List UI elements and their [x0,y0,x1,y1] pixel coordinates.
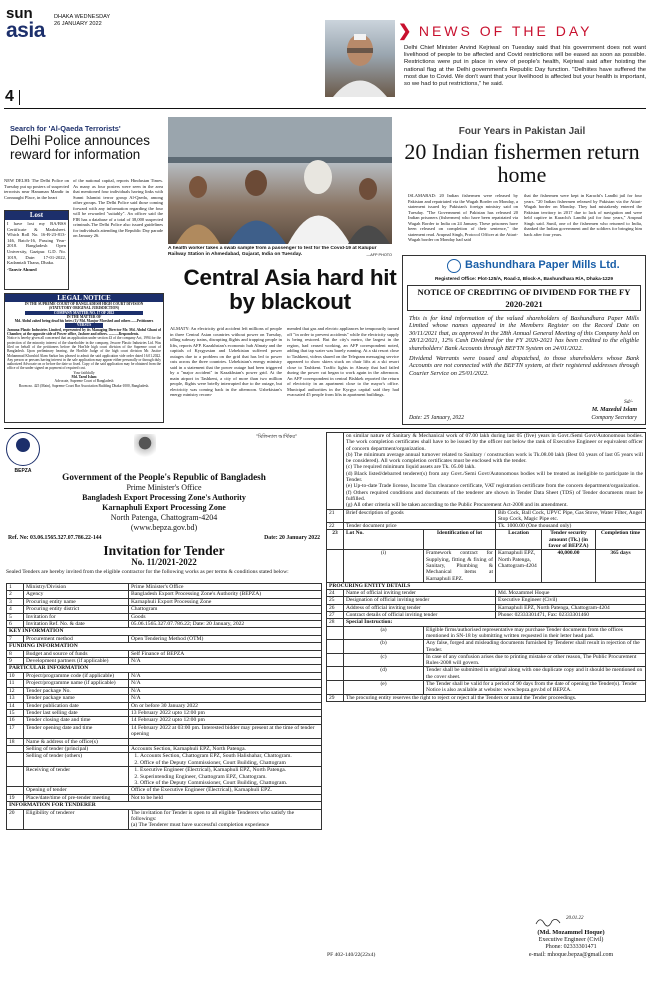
legal-sign-address: Room no. 425 (Main), Supreme Court Bar Association Building Dhaka-1000, Bangladesh. [18,383,150,388]
legal-notice [4,293,164,423]
instruction-text: Any false, forged and misleading documents furnished by Tenderer shall result in rejection of the Tender. [424,640,646,654]
legal-respondents: Jamuna Plastic Industries Limited, represented by its Managing Director Mr. Md. Abdul Ghani of Chamber, at the opposite side of Power office, Jashore and others. ...........Respondents. [7,327,161,337]
tender-title: Invitation for Tender [103,543,225,558]
instruction-letter: (a) [344,626,424,640]
special-instruction-row [327,667,646,681]
row-label: Procurement method [24,635,129,642]
bashundhara-notice-title: NOTICE OF CREDITING OF DIVIDEND FOR THE FY 2020-2021 [407,285,641,311]
tender-pmo: Prime Minister's Office [126,483,202,492]
row-label: Tender package No. [24,687,129,694]
eligibility-b: (b) The minimum average annual turnover related to Sanitary / construction work is Tk.08.00 lakh (Best 03 years of last 05 years will be considered). All work completion certificates must be enclosed with the tender. [346,451,643,465]
central-asia-col2: mended that gas and electric appliances be temporarily turned off "in order to prevent accidents" while the electricity supply is being restored. But the city's metro, the largest in the region, had ceased working, an AFP correspondent noted, adding that tap water was barely running. At a ski resort close to Tashkent, videos shared on the Telegram messaging service appeared to show skiers stuck on chair lifts at a ski resort close to Tashkent. Traffic lights in Almaty that had failed during the power cut began to work again in the afternoon. An AFP correspondent in central Bishkek reported the return of electricity in an apartment close to the mayor's office. Municipal authorities in the Kyrgyz capital said they had evacuated 45 people from lifts in apartment buildings. [287,326,399,397]
legal-matter-no: COMPANY MATTER NO. 17 OF 2022 [25,311,143,315]
row-number: 15 [7,709,24,716]
tender-intro: Sealed Tenders are hereby invited from the eligible contractor for the following works as per terms & conditions stated below: [6,569,289,575]
tender-number: No. 11/2021-2022 [131,557,197,567]
news-of-the-day-title: NEWS OF THE DAY [418,23,593,39]
special-instruction-row [327,680,646,694]
row-number: 18 [7,738,24,745]
fishermen-kicker: Four Years in Pakistan Jail [458,126,586,137]
fishermen-headline: 20 Indian fishermen return home [404,140,640,187]
photo-caption-text: A health worker takes a swab sample from a passenger to test for the Covid-19 at Kalupur Railway Station in Ahmedabad, Gujarat, India on Tuesday. [168,246,377,258]
table-row: 29 The procuring entity reserves the right to reject or reject all the Tenders or annul the Tender proceedings. [327,694,646,701]
lot-row: (i) Framework contract for Supplying, fitting & fixing of Sanitary, Plumbing & Mechanical items at Karnaphuli EPZ. Karnaphuli EPZ, North Patenga, Chattogram-4204 40,000.00 365 days [327,550,646,582]
row-value: 05.06.1565.327.07.786.22; Date: 20 January, 2022 [129,621,322,628]
signature-date: 20.01.22 [566,916,584,921]
row-value: Karnaphuli Export Processing Zone [129,598,322,605]
tender-left [6,432,322,978]
row-label: Tender publication date [24,702,129,709]
row-label: Development partners (if applicable) [24,658,129,665]
legal-jurisdiction: (STATUTORY ORIGINAL JURISDICTION) [48,306,120,311]
alqaeda-headline: Delhi Police announces reward for information [10,134,150,162]
alqaeda-col1: NEW DELHI: The Delhi Police on Tuesday put up posters of suspected terrorists near Hanuman Mandir in Connaught Place, in the heart [4,178,69,200]
legal-versus: VERSUS [65,323,103,327]
table-row: 21 Brief description of goods Bib Cock, Ball Cock, UPVC Pipe, Gas Stove, Water Filter, Angel Stop Cock, Magic Pipe etc. [327,509,646,523]
instruction-letter: (d) [344,667,424,681]
legal-title: LEGAL NOTICE [5,294,163,302]
opening-label: Opening of tender [24,787,129,794]
row-number: 16 [7,717,24,724]
row-number: 14 [7,702,24,709]
row-number: 10 [7,672,24,679]
table-row [7,787,322,794]
signer-name: (Md. Mozammel Hoque) [537,929,605,936]
row-label: Name of official inviting tender [344,590,496,597]
lost-notice [4,210,69,290]
date-block [54,14,134,32]
row-value: Self Finance of BEPZA [129,650,322,657]
section-funding-information: FUNDING INFORMATION [7,643,322,650]
kejriwal-photo [325,20,395,97]
bashundhara-sd: Sd/- [623,399,633,405]
eligibility-a-cont: on similar nature of Sanitary & Mechanical work of 07.00 lakh during last 05 (five) years in Govt./Semi Govt/Autonomous bodies. The work completion certificates shall have to be issued by the officer not below the rank of Executive Engineer or equivalent officer of concern department/organization. [346,433,643,452]
row-number: 4 [7,606,24,613]
row-value: N/A [129,687,322,694]
legal-petitioners: Md. Abdul zahed being dead his heirs (1)/ Md. Manjur Morshed and others ......Petitioners [14,319,154,324]
table-row [7,767,322,787]
list-item: 1. Executive Engineer (Electrical), Karnaphuli EPZ, North Patenga. [140,767,319,773]
row-value: N/A [129,695,322,702]
legal-in-the-matter: IN THE MATTER OF [66,314,102,319]
table-row [327,612,646,619]
page-number: 4 [5,88,14,105]
row-label: Budget and source of funds [24,650,129,657]
section-information-for-tenderer: INFORMATION FOR TENDERER [7,802,322,809]
bashundhara-notice [402,255,646,425]
instruction-text: The Tender shall be valid for a period of 90 days from the date of opening the Tender(s). Tender Notice is also available at website: www.bepza.gov.bd of BEPZA. [424,680,646,694]
table-row: 19 Place/date/time of pre-tender meeting Not to be held [7,794,322,801]
special-instruction-row [327,653,646,667]
row-label: Address of official inviting tender [344,604,496,611]
row-value: On or before 30 January 2022 [129,702,322,709]
photo-credit: —AFP PHOTO [366,253,392,258]
row-label: Tender closing date and time [24,717,129,724]
row-label: Procuring entity district [24,606,129,613]
row-value: Goods [129,613,322,620]
eligibility-e: (e) Up-to-date Trade license, Income Tax clearance certificate, VAT registration certificate from the concern department/organization. [346,483,640,490]
lost-name: -Tanvir Ahmed [7,266,37,272]
row-label: Contract details of official inviting tender [344,612,496,619]
row-number: 7 [7,635,24,642]
tender-right [326,432,646,980]
lost-title: Lost [5,211,68,220]
row-label: Agency [24,591,129,598]
row-number: 26 [327,604,344,611]
tender-authority: Bangladesh Export Processing Zone's Authority [82,493,246,502]
central-asia-col1: ALMATY: An electricity grid accident left millions of people in three Central Asian countries without power on Tuesday, idling subway trains, disrupting flights and trapping people in lifts, reports AFP. Kazakhstan's economic hub Almaty and the capitals of Kyrgyzstan and Uzbekistan suffered power outages due to a problem on the grid that has led to power cuts across the three countries. Uzbekistan's energy ministry said in a statement that the power outage had been triggered by a "major accident" in Kazakhstan's power grid. At the main airport in Tashkent, a city of more than two million people, flights were briefly interrupted due to the outage, but electricity was coming back in the afternoon. Uzbekistan's energy ministry recom- [170,326,282,397]
table-row [7,695,322,702]
table-row [327,590,646,597]
bashundhara-header [403,256,645,276]
alqaeda-col2: of the national capital, reports Hindustan Times. As many as four posters were seen in the area that mentioned four individuals having links with Sunni Islamist terror group Al-Qaeda, among other groups. The Delhi Police said those coming forward with any information regarding the four will be rewarded "suitably". An officer said the FIR has a database of a total of 38,000 suspected criminals.The Delhi Police also issued guidelines for individuals attending the Republic Day parade on January 26. [73,178,163,238]
legal-sign-name: Md. Tarul Islam [71,375,97,380]
row-number: 17 [7,724,24,738]
pf-number: PF 402-140/22(22x4) [327,952,376,958]
row-label: Tender package name [24,695,129,702]
row-value: Prime Minister's Office [129,584,322,591]
row-number: 12 [7,687,24,694]
table-row: 20 Eligibility of tenderer The invitation for Tender is open to all eligible Tenderers who satisfy the followings: (a) The Tenderer must have successful completion experience [7,809,322,829]
sell-principal-label: Selling of tender (principal) [24,745,129,752]
row-label: Tender last selling date [24,709,129,716]
row-value: Phone: 02333301471, Fax: 02333301460 [496,612,646,619]
eligibility-d: (d) Black listed/debarred tenderer(s) from any Govt./Semi Govt/Autonomous bodies will be treated as ineligible to participate in the Tender. [346,470,643,484]
row-value: Karnaphuli EPZ, North Patenga, Chattogram-4204 [496,604,646,611]
sell-others-label: Selling of tender (others) [24,753,129,767]
table-row [7,584,322,591]
row-value: N/A [129,658,322,665]
date-value: 26 JANUARY 2022 [54,21,102,27]
legal-body: Notice is hereby given all concerned that an application under section 43 of the company Act, 1994 for the protection of the minority interest of the shareholder in the company, Jessore Plastic Industries Ltd. Was filed on behalf of the petitioners before the Hon'ble high court division of the Supreme court of Bangladesh. Upon preliminary hearing, the Hon'ble Judge of the high court division Mr. Justice Mohammad Khorshid Alam Sarkar has pleased to admit the said application vide order dated 16.01.2022. Any person or persons having interest in the sale application may appear either personally or through duly authorized Advocate on or before the date so fixed. Copy of the said application may be obtained from the office of the under signed on payment of required cost. [7,336,161,371]
signer-role: Executive Engineer (Civil) [538,937,604,943]
table-row [7,702,322,709]
row-label: Project/programme name (if applicable) [24,680,129,687]
eligibility-g: (g) All other criteria will be taken according to the Public Procurement Act-2008 and its amendment. [346,502,568,509]
table-row [7,709,322,716]
lot-header-row: 23 Lot No. Identification of lot Location Tender security amount (Tk.) (in favor of BEPZA) Completion time [327,530,646,550]
legal-sign-label: Your faithfully [73,370,95,375]
row-value: Bangladesh Export Processing Zone's Authority (BEPZA) [129,591,322,598]
row-number: 13 [7,695,24,702]
tender-website[interactable]: (www.bepza.gov.bd) [130,523,198,532]
bepza-logo [6,432,40,466]
table-row [7,650,322,657]
table-row [7,591,322,598]
tender-gov: Government of the People's Republic of Bangladesh [62,472,266,482]
date-day: DHAKA WEDNESDAY [54,14,111,20]
news-of-the-day-text: Delhi Chief Minister Arvind Kejriwal on Tuesday said that his government does not want livelihood of people to be affected and Covid restrictions will be eased as soon as possible. Restrictions were put in place in view of people's health, Kejriwal said after hoisting the national flag at the Delhi government's Republic Day function. "Delhiites have suffered the most due to Covid. We don't want that your livelihood is affected but your health is important, so we had to put restrictions," he said. [404,45,646,88]
table-row [7,672,322,679]
receiving-label: Receiving of tender [24,767,129,787]
page-number-rule [19,90,20,105]
bashundhara-logo-icon [447,259,461,273]
table-row [7,738,322,745]
tender-address: North Patenga, Chattogram-4204 [110,513,218,522]
table-row [7,635,322,642]
logo-asia: asia [6,19,45,42]
tender-zone: Karnaphuli Export Processing Zone [102,503,226,512]
bashundhara-role: Company Secretary [591,415,637,421]
row-number: 27 [327,612,344,619]
bepza-logo-text: BEPZA [14,468,32,474]
logo-sun: sun [6,7,33,22]
row-value: Chattogram [129,606,322,613]
table-row [7,724,322,738]
row-value: N/A [129,672,322,679]
fishermen-col1: ISLAMABAD: 20 Indian fishermen were released by Pakistan and repatriated via the Wagah Border on Monday, a statement issued by Pakistan's foreign ministry said on Tuesday. "The Government of Pakistan has released 20 Indian prisoners (fishermen) who have been repatriated via Wagah Border to India on 24 January. These prisoners have been released on completion of their sentence," the statement read. Arupnal Singh, Protocol Officer at the Attari-Wagah border on Monday had said [408,193,518,242]
legal-sign-title: Advocate, Supreme Court of Bangladesh [54,379,114,384]
table-row [7,717,322,724]
row-value: 13 February 2022 upto 12:00 pm [129,709,322,716]
lost-text: I have lost my BA/BSS Certificate & Marksheet. Which Roll No. 16-B-23-813-146, Batch-16, Passing Year-2018. Bangladesh Open University, Gazipur. G.D. No. 1019, Date: 17-01-2022, Kadamtali Thana, Dhaka. [7,221,66,266]
row-value: Open Tendering Method (OTM) [129,635,322,642]
tender-top-rule [4,428,646,429]
tender-motto: "মিলিন্যাল আর্থিকর" [256,435,298,440]
row-label: Invitation for [24,613,129,620]
special-instruction-row [327,626,646,640]
row-value: Md. Mozammel Hoque [496,590,646,597]
table-row [7,598,322,605]
special-instruction-row [327,640,646,654]
table-row: 28 Special Instruction: [327,619,646,626]
section-procuring-entity: PROCURING ENTITY DETAILS [327,582,646,589]
row-number: 24 [327,590,344,597]
row-label: Project/programme code (if applicable) [24,672,129,679]
central-asia-headline: Central Asia hard hit by blackout [183,266,397,314]
row-label: Tender opening date and time [24,724,129,738]
instruction-text: In case of any confusion arises due to printing mistake or other reason, The Public Procurement Rules-2008 will govern. [424,653,646,667]
signer-email[interactable]: e-mail: mhoque.bepza@gmail.com [528,952,614,958]
row-number: 25 [327,597,344,604]
row-number: 8 [7,650,24,657]
table-row [7,613,322,620]
bashundhara-p2: Dividend Warrants were issued and dispatched, to those shareholders whose Bank Accounts are not connected with the BEFTN system, at their registered addresses through Courier Service on 25/01/2022. [409,355,639,377]
row-value [129,738,322,745]
tender-ref: Ref. No: 03.06.1565.327.07.786.22-144 [8,535,102,541]
bashundhara-company: Bashundhara Paper Mills Ltd. [465,259,620,271]
table-row [7,621,322,628]
row-value: Executive Engineer (Civil) [496,597,646,604]
bashundhara-reg-office: Registered Office: Plot-125/A, Road-2, Block-A, Bashundhara R/A, Dhaka-1229 [434,277,614,282]
row-number: 3 [7,598,24,605]
section-particular-information: PARTICULAR INFORMATION [7,665,322,672]
instruction-text: Eligible firms/authorised representative may purchase Tender documents from the offices mentioned in SN-18 by submitting written requested in their letter head pad. [424,626,646,640]
alqaeda-kicker: Search for 'Al-Qaeda Terrorists' [10,124,121,133]
legal-court: IN THE SUPREME COURT OF BANGLADESH HIGH COURT DIVISION [24,302,144,306]
photo-caption [168,246,392,262]
row-label: Ministry/Division [24,584,129,591]
bashundhara-p1: This is for kind information of the valued shareholders of Bashundhara Paper Mills Limited whose names appeared in the Members Register on the Record Date on 30/11/2021 that, as approved in the 28th Annual General Meeting of this Company held on 28/12/2021, 12% Cash Dividend for the FY 2020-2021 has been credited to the eligible shareholders' Bank Accounts through BEFTN System on 24/01/2022. [409,315,639,352]
row-number: 11 [7,680,24,687]
instruction-letter: (e) [344,680,424,694]
header-rule [4,108,646,109]
tender-table-right [326,432,646,702]
signer-phone: Phone: 02333301471 [545,944,597,950]
row-value: N/A [129,680,322,687]
news-of-the-day-bar [398,20,646,42]
row-label: Procuring entity name [24,598,129,605]
sell-principal-value: Accounts Section, Karnaphuli EPZ, North Patenga. [129,745,322,752]
eligibility-f: (f) Others required conditions and documents of the tenderer are shown in Tender Data Sheet (TDS) of Tender documents must be fulfilled. [346,489,643,502]
list-item: 3. Office of the Deputy Commissioner, Court Building, Chattogram. [140,780,319,786]
instruction-letter: (b) [344,640,424,654]
row-number: 9 [7,658,24,665]
list-item: 1. Accounts Section, Chattogram EPZ, South Halishahar, Chattogram. [140,753,319,759]
table-row [7,680,322,687]
row-number: 2 [7,591,24,598]
row-number: 1 [7,584,24,591]
table-row [7,753,322,767]
table-row [327,597,646,604]
fishermen-col2: that the fishermen were kept in Karachi's Landhi jail for four years. "20 Indian fishermen released by Pakistan via the Attari-Wagah border on Monday. They had mistakenly entered the Pakistan territory in 2017 due to lack of navigation and were held captive in Karachi's Landhi jail for four years," Arupnal Singh said. Sunil, one of the fishermen who returned to India, thanked the Indian government and the soldiers for bringing him back after four years. [524,193,642,237]
bangabandhu-portrait [134,434,156,460]
instruction-letter: (c) [344,653,424,667]
table-row [327,433,646,510]
bashundhara-date: Date: 25 January, 2022 [409,415,465,421]
table-row [7,606,322,613]
table-row [7,745,322,752]
row-label: Designation of official inviting tender [344,597,496,604]
row-number: 6 [7,621,24,628]
table-row [7,687,322,694]
list-item: 2. Superintending Engineer, Chattogram EPZ, Chattogram. [140,774,319,780]
tender-table-left [6,583,322,830]
opening-value: Office of the Executive Engineer (Electrical), Karnaphuli EPZ. [129,787,322,794]
masthead-logo [6,7,52,43]
section-key-information: KEY INFORMATION [7,628,322,635]
instruction-text: Tender shall be submitted in original along with one duplicate copy and it should be mentioned on the cover sheet. [424,667,646,681]
table-row: 22 Tender document price Tk. 1000.00 (One thousand only) [327,523,646,530]
bepza-logo-icon [16,438,30,452]
table-row [7,658,322,665]
list-item: 2. Office of the Deputy Commissioner, Court Building, Chattogram [140,760,319,766]
table-row [327,604,646,611]
chevron-right-icon: ❯ [398,23,412,40]
row-label: Invitation Ref. No. & date [24,621,129,628]
row-value: 14 February 2022 at 03:00 pm. Interested bidder may present at the time of tender opening [129,724,322,738]
row-label: Name & address of the office(s) [24,738,129,745]
eligibility-c: (c) The required minimum liquid assets are Tk. 05.00 lakh. [346,464,476,471]
row-value: 14 February 2022 upto 12:00 pm [129,717,322,724]
row-number: 5 [7,613,24,620]
covid-test-photo [168,117,392,244]
bashundhara-signer: M. Mazedul Islam [591,407,637,413]
tender-date: Date: 20 January 2022 [264,535,320,541]
